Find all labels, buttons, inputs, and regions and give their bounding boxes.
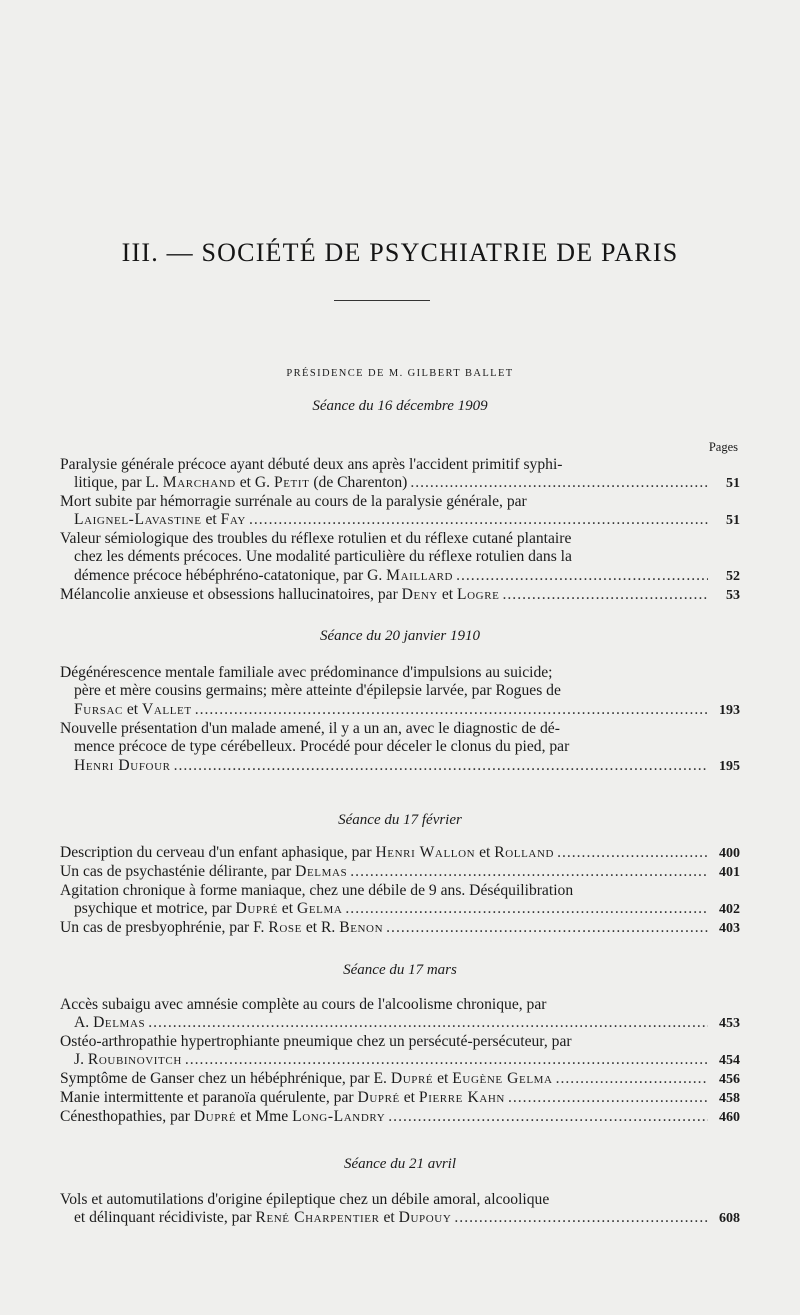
page-title: III. — SOCIÉTÉ DE PSYCHIATRIE DE PARIS — [121, 238, 679, 267]
page-number: 403 — [719, 921, 740, 936]
entry-author-line — [60, 919, 740, 938]
page-number: 401 — [719, 865, 740, 880]
entry-title-line: Agitation chronique à forme maniaque, chez une débile de 9 ans. Déséquilibration — [60, 882, 574, 899]
dot-leader — [456, 567, 708, 585]
author-name: Delmas — [93, 1014, 146, 1032]
entry-authors — [74, 757, 171, 775]
entry-authors: démence précoce hébéphréno-catatonique, par G. Maillard — [74, 566, 454, 584]
toc-entry — [60, 919, 740, 938]
page-number: 52 — [726, 568, 740, 584]
dot-leader — [556, 1070, 708, 1088]
seance-heading: Séance du 20 janvier 1910 — [320, 628, 480, 644]
author-name: Long-Landry — [292, 1108, 386, 1125]
author-name: Logre — [457, 586, 500, 603]
page-number: 402 — [719, 902, 740, 918]
dot-leader — [386, 919, 708, 937]
seance-heading: Séance du 17 mars — [343, 962, 457, 978]
entry-authors: Mélancolie anxieuse et obsessions hallucinatoires, par Deny et Logre — [60, 586, 500, 603]
author-name: Pierre Kahn — [418, 1089, 505, 1106]
entry-author-line — [60, 844, 740, 863]
toc-entry — [60, 1191, 740, 1229]
entry-author-line — [60, 1014, 740, 1033]
entry-author-line — [60, 1051, 740, 1070]
toc-entry — [60, 530, 740, 586]
dot-leader — [148, 1014, 708, 1032]
author-name: Henri Wallon — [375, 844, 476, 861]
author-name: Rose — [268, 919, 302, 936]
author-name: Henri Dufour — [74, 756, 171, 774]
author-name: Marchand — [162, 474, 236, 492]
page-number: 53 — [726, 588, 740, 603]
toc-entry — [60, 664, 740, 720]
dot-leader — [410, 474, 708, 492]
author-name: Dupouy — [398, 1209, 452, 1227]
entry-authors: Description du cerveau d'un enfant aphasique, par Henri Wallon et Rolland — [60, 844, 555, 861]
author-name: Dupré — [193, 1108, 237, 1125]
entry-authors: et délinquant récidiviste, par René Charpentier et Dupouy — [74, 1209, 452, 1227]
entry-authors: Fursac et Vallet — [74, 700, 192, 718]
entry-author-line — [60, 1070, 740, 1089]
title-divider — [334, 300, 430, 301]
dot-leader — [185, 1051, 708, 1069]
author-name: Petit — [273, 474, 310, 492]
dot-leader — [350, 863, 708, 881]
dot-leader — [195, 701, 708, 719]
toc-entry — [60, 456, 740, 494]
toc-entry — [60, 1070, 740, 1089]
page-number: 193 — [719, 702, 740, 718]
author-name: Benon — [339, 919, 384, 936]
page-number: 51 — [726, 513, 740, 529]
page-number: 400 — [719, 846, 740, 861]
entry-title-line: Valeur sémiologique des troubles du réflexe rotulien et du réflexe cutané plantaire — [60, 530, 572, 547]
dot-leader — [503, 586, 709, 604]
entry-title-line: Mort subite par hémorragie surrénale au cours de la paralysie générale, par — [60, 493, 527, 510]
page-number: 608 — [719, 1211, 740, 1227]
author-name: Rolland — [494, 844, 555, 861]
entry-authors: Un cas de presbyophrénie, par F. Rose et R. Benon — [60, 919, 384, 936]
entry-title-line: Paralysie générale précoce ayant débuté deux ans après l'accident primitif syphi- — [60, 456, 563, 473]
entry-authors: Laignel-Lavastine et Fay — [74, 511, 246, 529]
entry-title-line: Vols et automutilations d'origine épileptique chez un débile amoral, alcoolique — [60, 1191, 550, 1208]
entry-author-line — [60, 586, 740, 605]
entry-authors: A. Delmas — [74, 1014, 146, 1032]
dot-leader — [508, 1089, 708, 1107]
entry-authors: J. Roubinovitch — [74, 1051, 182, 1069]
entry-title-line: Ostéo-arthropathie hypertrophiante pneumique chez un persécuté-persécuteur, par — [60, 1033, 572, 1050]
presidence-line: PRÉSIDENCE DE M. GILBERT BALLET — [286, 368, 514, 379]
toc-entry — [60, 996, 740, 1034]
author-name: Vallet — [142, 700, 192, 718]
entry-authors: Manie intermittente et paranoïa quérulente, par Dupré et Pierre Kahn — [60, 1089, 505, 1106]
toc-entry — [60, 882, 740, 920]
author-name: Eugène Gelma — [452, 1070, 553, 1087]
entry-author-line — [60, 511, 740, 530]
entry-author-line — [60, 474, 740, 493]
entry-title-line: Accès subaigu avec amnésie complète au cours de l'alcoolisme chronique, par — [60, 996, 547, 1013]
entry-title-line: Nouvelle présentation d'un malade amené, il y a un an, avec le diagnostic de dé- — [60, 720, 560, 737]
author-name: Laignel-Lavastine — [74, 511, 202, 529]
dot-leader — [388, 1108, 708, 1126]
page-number: 195 — [719, 758, 740, 774]
seance-heading: Séance du 21 avril — [343, 1156, 457, 1172]
toc-entry — [60, 720, 740, 776]
entry-author-line — [60, 900, 740, 919]
page-number: 51 — [726, 476, 740, 492]
entry-authors: Cénesthopathies, par Dupré et Mme Long-Landry — [60, 1108, 386, 1125]
author-name: Gelma — [296, 900, 343, 918]
author-name: Dupré — [390, 1070, 434, 1087]
entry-author-line — [60, 1209, 740, 1228]
entry-author-line — [60, 567, 740, 586]
page-number: 453 — [719, 1016, 740, 1032]
author-name: Deny — [401, 586, 438, 603]
author-name: René Charpentier — [255, 1209, 380, 1227]
seance-heading: Séance du 17 février — [338, 812, 462, 828]
page-number: 458 — [719, 1091, 740, 1106]
dot-leader — [454, 1209, 708, 1227]
entry-author-line — [60, 757, 740, 776]
author-name: Maillard — [386, 566, 454, 584]
page-number: 456 — [719, 1072, 740, 1087]
toc-entry — [60, 493, 740, 531]
entry-title-line: chez les déments précoces. Une modalité particulière du réflexe rotulien dans la — [74, 548, 572, 566]
entry-title-line: mence précoce de type cérébelleux. Procédé pour déceler le clonus du pied, par — [74, 738, 570, 756]
toc-entry — [60, 844, 740, 863]
author-name: Dupré — [235, 900, 278, 918]
entry-authors: Un cas de psychasténie délirante, par Delmas — [60, 863, 348, 880]
pages-column-label: Pages — [708, 440, 738, 454]
toc-entry — [60, 1089, 740, 1108]
entry-authors: psychique et motrice, par Dupré et Gelma — [74, 900, 343, 918]
entry-author-line — [60, 1089, 740, 1108]
author-name: Delmas — [295, 863, 348, 880]
toc-entry — [60, 1108, 740, 1127]
author-name: Fay — [220, 511, 246, 529]
toc-entry — [60, 863, 740, 882]
entry-authors: litique, par L. Marchand et G. Petit (de Charenton) — [74, 474, 408, 492]
toc-entry — [60, 1033, 740, 1071]
entry-title-line: Dégénérescence mentale familiale avec prédominance d'impulsions au suicide; — [60, 664, 553, 681]
entry-author-line — [60, 701, 740, 720]
page-number: 454 — [719, 1053, 740, 1069]
entry-authors: Symptôme de Ganser chez un hébéphrénique, par E. Dupré et Eugène Gelma — [60, 1070, 553, 1087]
author-name: Dupré — [357, 1089, 400, 1106]
toc-entry — [60, 586, 740, 605]
entry-title-line: père et mère cousins germains; mère atteinte d'épilepsie larvée, par Rogues de — [74, 682, 561, 700]
entry-author-line — [60, 863, 740, 882]
dot-leader — [249, 511, 708, 529]
seance-heading: Séance du 16 décembre 1909 — [312, 398, 488, 414]
dot-leader — [557, 844, 708, 862]
author-name: Roubinovitch — [87, 1051, 182, 1069]
dot-leader — [345, 900, 708, 918]
author-name: Fursac — [74, 700, 123, 718]
page-number: 460 — [719, 1110, 740, 1125]
entry-author-line — [60, 1108, 740, 1127]
dot-leader — [174, 757, 708, 775]
